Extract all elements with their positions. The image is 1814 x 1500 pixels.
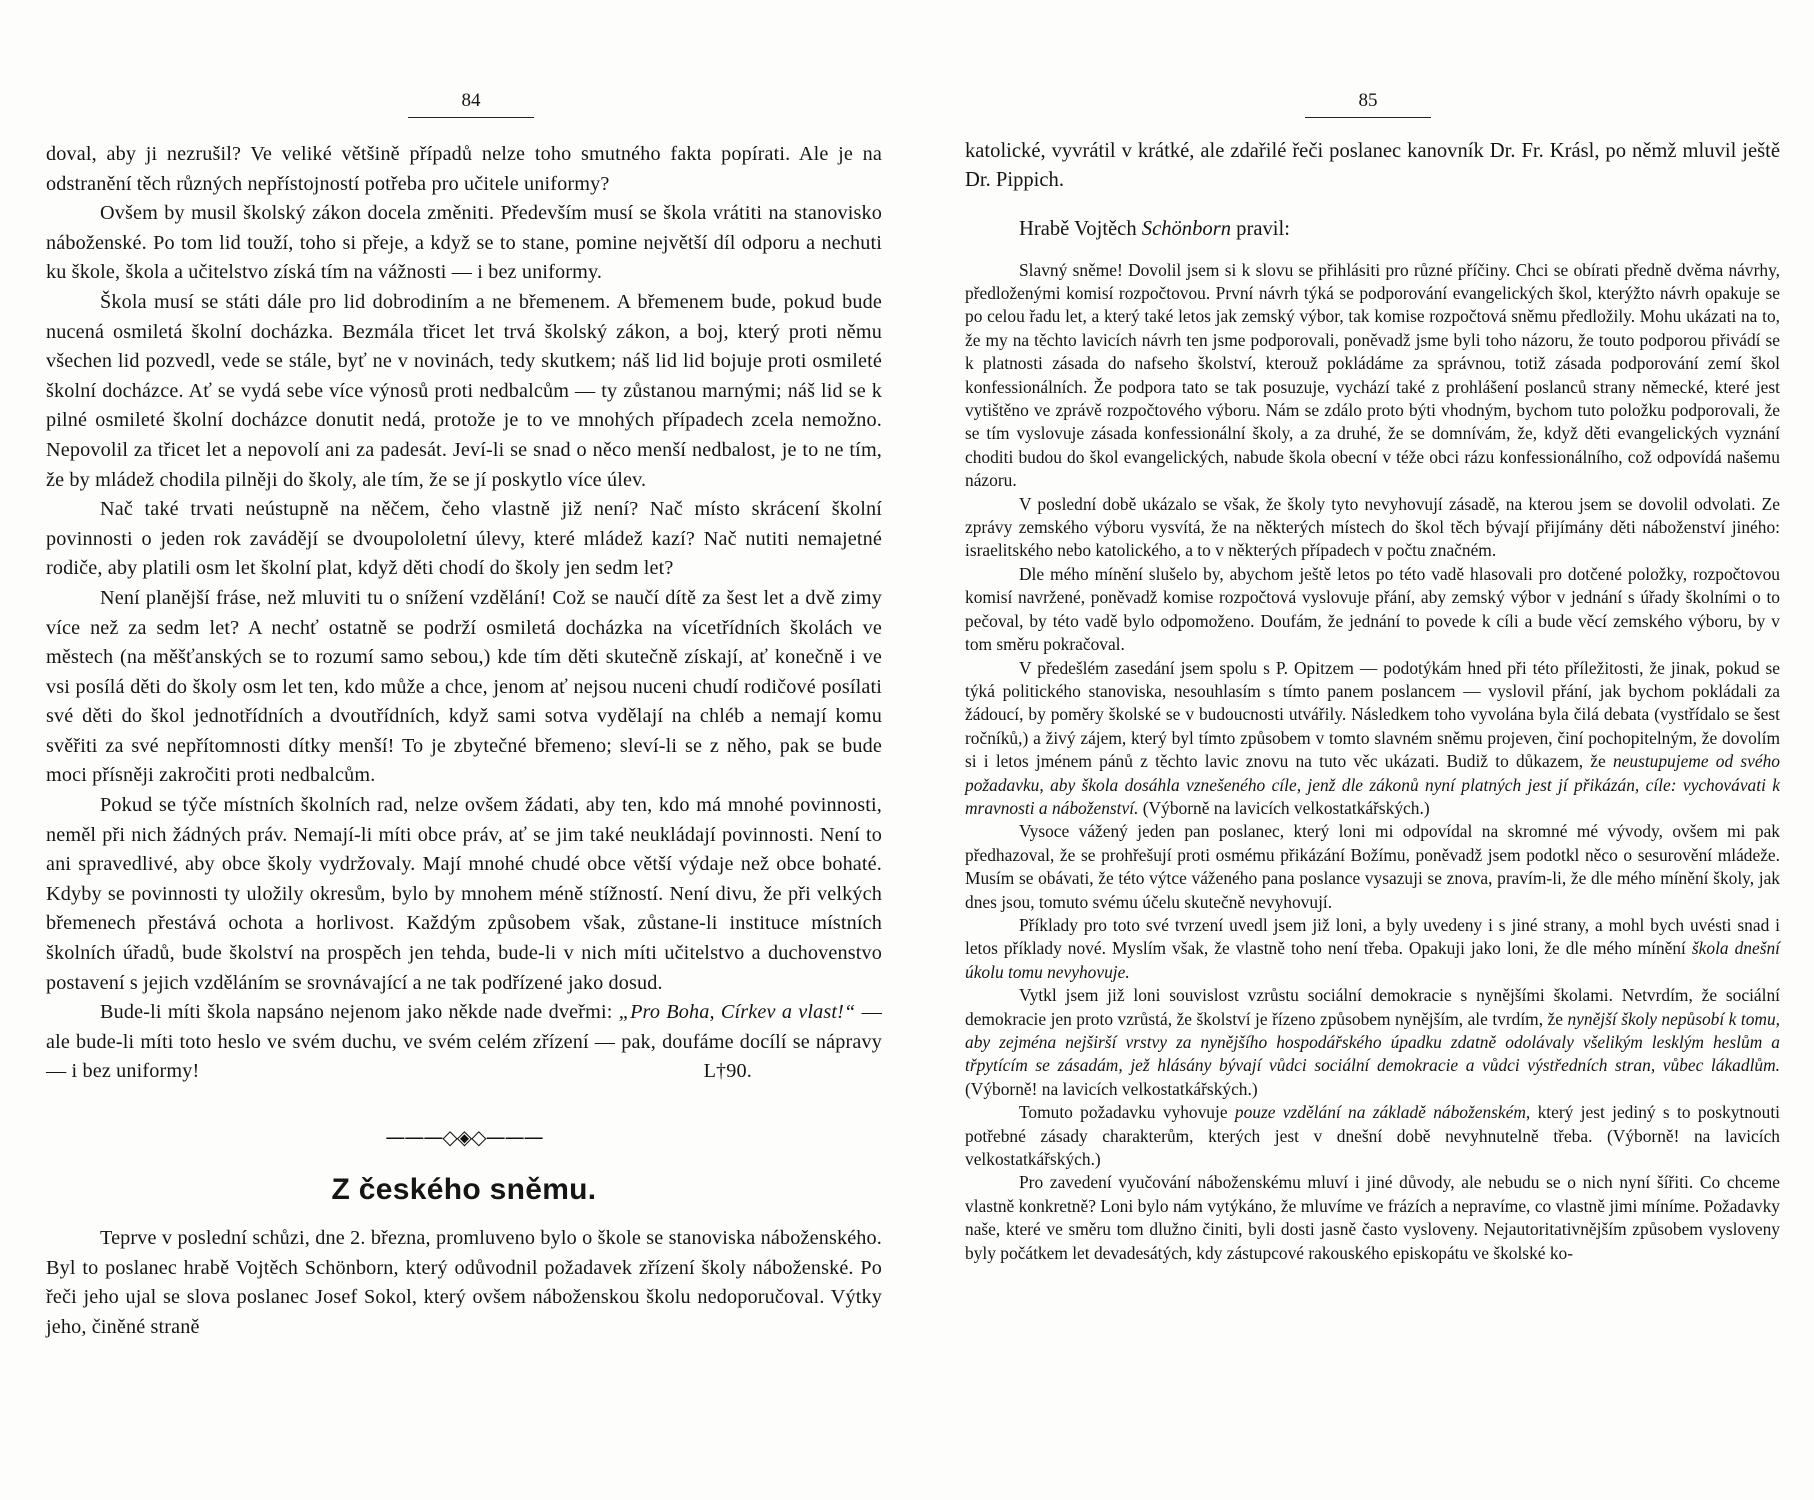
speech-emphasis: nynější školy nepůsobí k tomu, aby zejména nejširší vrstvy za nynějšího hospodářského úpadku zdatně odolávaly všelikým lesklým heslům a třpytícím se zásadám, jež hlásány bývají vůdci sociální demokracie a vůdci výstředních stran, vůbec lákadlům.: [965, 1008, 1780, 1076]
closing-paragraph: [46, 998, 882, 1087]
speaker-name: Schönborn: [1141, 218, 1232, 241]
speech-paragraph: [965, 914, 1780, 984]
speech-emphasis: neustupujeme od svého požadavku, aby škola dosáhla vznešeného cíle, jenž dle zákonů nyní platných jest jí přikázán, cíle: vychovávati k mravnosti a náboženství.: [965, 751, 1780, 818]
speaker-pre: Hrabě Vojtěch: [1019, 218, 1142, 241]
right-page-body: [965, 137, 1780, 1265]
left-page-body: [46, 140, 882, 1343]
page-number-left: 84: [461, 90, 481, 111]
speech-emphasis: škola dnešní úkolu tomu nevyhovuje.: [965, 938, 1780, 982]
page-number-right: 85: [1358, 90, 1378, 111]
speech-text: Příklady pro toto své tvrzení uvedl jsem již loni, a byly uvedeny i s jiné strany, a mohl bych uvésti snad i letos příklady nové. Myslím však, že vlastně toho není třeba. Opakuji jako loni, že dle mého mínění: [965, 914, 1780, 959]
speech-paragraph: Slavný sněme! Dovolil jsem si k slovu se přihlásiti pro různé příčiny. Chci se obírati předně dvěma návrhy, předloženými komisí rozpočtovou. První návrh týká se podporování evangelických škol, kterýžto návrh opakuje se po celou řadu let, a který také letos jak zemský výbor, tak komise rozpočtová sněmu předložily. Mohu ukázati na to, že my na těchto lavicích návrh ten jsme podporovali, poněvadž jsme byli toho názoru, že touto podporou přivádí se k platnosti zásada do nafseho školství, kterouž pokládáme za správnou, totiž zásada podporování zemí škol konfessionálních. Že podpora tato se tak posuzuje, vychází také z prohlášení poslanců strany německé, které jest vytištěno ve zprávě rozpočtového výboru. Nám se zdálo proto býti vhodným, bychom tuto položku podporovali, že se tím vyslovuje zásada konfessionální školy, a za druhé, že se domnívám, že, když děti evangelických vyznání choditi budou do škol evangelických, nabude škola obecní v téže obci rázu konfessionálního, což odpovídá našemu názoru.: [965, 259, 1780, 491]
author-signature: L†90.: [703, 1060, 752, 1083]
paragraph: doval, aby ji nezrušil? Ve veliké většině případů nelze toho smutného fakta popírati. Ale je na odstranění těch různých nepřístojností potřeba pro učitele uniformy?: [46, 143, 882, 195]
speech-emphasis: pouze vzdělání na základě náboženském,: [1234, 1102, 1531, 1123]
speech-paragraph: [965, 984, 1780, 1101]
speech-paragraph: [965, 1101, 1780, 1171]
section-heading: Z českého sněmu.: [331, 1172, 597, 1206]
speech-paragraph: Dle mého mínění slušelo by, abychom ještě letos po této vadě hlasovali pro dotčené položky, rozpočtovou komisí navržené, poněvadž komise rozpočtová vyslovuje přání, aby zemský výbor v jednání s úřady školními o to pečoval, by této vadě bylo odpomoženo. Doufám, že jednání to povede k cíli a bude věcí zemského výboru, by v tom směru pokračoval.: [965, 563, 1780, 655]
closing-text-b: — ale bude-li míti toto heslo ve svém duchu, ve svém celém zřízení — pak, doufáme docílí se nápravy — i bez uniformy!: [46, 1001, 882, 1083]
speech-text: (Výborně! na lavicích velkostatkářských.): [965, 1078, 1258, 1099]
page-number-rule-left: [408, 117, 534, 118]
speech-text: V předešlém zasedání jsem spolu s P. Opitzem — podotýkám hned při této příležitosti, že jinak, pokud se týká politického stanoviska, nesouhlasím s tímto panem poslancem — vyslovil přání, jak bychom pokládali za žádoucí, by poměry školské se v budoucnosti utvářily. Následkem toho vyvolána byla čilá debata (vystřídalo se šest ročníků,) a živý zájem, který byl tímto způsobem v tomto slavném sněmu projeven, činí pochopitelným, že dovolím si i letos jménem pánů z těchto lavic znovu na tuto věc ukázati. Budiž to důkazem, že: [965, 657, 1780, 772]
closing-quote: „Pro Boha, Církev a vlast!“: [618, 1001, 856, 1024]
speech-paragraph: V poslední době ukázalo se však, že školy tyto nevyhovují zásadě, na kterou jsem se dovolil odvolati. Ze zprávy zemského výboru vysvítá, že na některých místech do škol těch bývají přijímány děti náboženství jiného: israelitského nebo katolického, a to v některých případech v počtu značném.: [965, 493, 1780, 561]
page-number-rule-right: [1305, 117, 1431, 118]
paragraph: Škola musí se státi dále pro lid dobrodiním a ne břemenem. A břemenem bude, pokud bude nucená osmiletá školní docházka. Bezmála třicet let trvá školský zákon, a boj, který proti němu všechen lid pozvedl, vede se stále, byť ne v novinách, tedy skutkem; náš lid lid bojuje proti osmileté školní docházce. Ať se vydá sebe více výnosů proti nedbalcům — ty zůstanou marnými; náš lid se k pilné osmileté školní docházce donutit nedá, protože je to ve mnohých případech zcela nemožno. Nepovolil za třicet let a nepovolí ani za padesát. Jeví-li se snad o něco menší nedbalost, je to ne tím, že by mládež chodila pilněji do školy, ale tím, že se jí poskytlo více úlev.: [46, 290, 882, 491]
speech-paragraph: Pro zavedení vyučování náboženskému mluví i jiné důvody, ale nebudu se o nich nyní šířiti. Co chceme vlastně konkretně? Loni bylo nám vytýkáno, že mluvíme ve frázích a nepravíme, co vlastně jimi míníme. Požadavky naše, které ve směru tom dlužno činiti, byli dosti jasně často vysloveny. Nejautoritativnějším způsobem vysloveny byly počátkem let devadesátých, kdy zástupcové rakouského episkopátu ve školské ko-: [965, 1172, 1780, 1263]
speech-text: (Výborně na lavicích velkostatkářských.): [1138, 797, 1430, 818]
speech-text: Tomuto požadavku vyhovuje: [1019, 1102, 1235, 1123]
section-paragraph: Teprve v poslední schůzi, dne 2. března, promluveno bylo o škole se stanoviska náboženského. Byl to poslanec hrabě Vojtěch Schönborn, který odůvodnil požadavek zřízení školy náboženské. Po řeči jeho ujal se slova poslanec Josef Sokol, který ovšem náboženskou školu nedoporučoval. Výtky jeho, činěné straně: [46, 1227, 882, 1338]
paragraph: Nač také trvati neústupně na něčem, čeho vlastně již není? Nač místo skrácení školní povinnosti o jeden rok zavádějí se dvoupololetní úlevy, které mládež kazí? Nač nutiti nemajetné rodiče, aby platili osm let školní plat, když děti chodí do školy jen sedm let?: [46, 498, 882, 580]
speech-text: Vytkl jsem již loni souvislost vzrůstu sociální demokracie s nynějšími školami. Netvrdím, že sociální demokracie jen proto vzrůstá, že školství je řízeno způsobem nynějším, ale tvrdím, že: [965, 985, 1780, 1029]
closing-text-a: Bude-li míti škola napsáno nejenom jako někde nade dveřmi:: [100, 1001, 613, 1024]
paragraph: Pokud se týče místních školních rad, nelze ovšem žádati, aby ten, kdo má mnohé povinnosti, neměl při nich žádných práv. Nemají-li míti obce práv, ať se jim také neukládají povinnosti. Není to ani spravedlivé, aby obce školy vydržovaly. Mají mnohé chudé obce větší výdaje než obce bohaté. Kdyby se povinnosti ty uložily okresům, bylo by mnohem méně stížností. Není divu, že při velkých břemenech přestává ochota a horlivost. Každým způsobem však, zůstane-li instituce místních školních úřadů, bude školství na prospěch jen tehda, bude-li v nich míti učitelstvo a duchovenstvo postavení s jejich vzděláním se srovnávající a ne tak podřízené jako dosud.: [46, 794, 882, 994]
speech-paragraph: Vysoce vážený jeden pan poslanec, který loni mi odpovídal na skromné mé vývody, ovšem mi pak předhazoval, že se prohřešují proti osmému přikázání Božímu, poněvadž jsem podotkl něco o sesurovění mládeže. Musím se obávati, že této výtce váženého pana poslance vysazuji se znova, pravím-li, že dle mého mínění školy, jak dnes jsou, tomuto svému účelu skutečně nevyhovují.: [965, 821, 1780, 912]
paragraph: Není planější fráse, než mluviti tu o snížení vzdělání! Což se naučí dítě za šest let a dvě zimy více než za sedm let? A nechť ostatně se podrží osmiletá docházka na vícetřídních školách ve městech (na měšťanských se to rozumí samo sebou,) kde tím děti skutečně získají, ať konečně i ve vsi posílá děti do školy osm let ten, kdo může a chce, jenom ať nejsou nuceni chudí rodičové posílati své děti do škol jednotřídních a dvoutřídních, když sami sotva vydělají na chléb a nemají komu svěřiti za své nepřítomnosti dítky menší! To je zbytečné břemeno; sleví-li se z něho, pak se bude moci přísněji zakročiti proti nedbalcům.: [46, 586, 882, 787]
intro-paragraph: katolické, vyvrátil v krátké, ale zdařilé řeči poslanec kanovník Dr. Fr. Krásl, po němž mluvil ještě Dr. Pippich.: [965, 140, 1780, 192]
speech-text: který jest jediný s to poskytnouti potřebné zásady charakterům, kterých jest v dnešní době nevyhnutelně třeba. (Výborně! na lavicích velkostatkářských.): [965, 1102, 1780, 1170]
speaker-post: pravil:: [1231, 218, 1290, 241]
speech-paragraph: [965, 657, 1780, 821]
speaker-line: [965, 215, 1780, 244]
section-ornament: ———◇◈◇———: [385, 1125, 543, 1149]
paragraph: Ovšem by musil školský zákon docela změniti. Především musí se škola vrátiti na stanovisko náboženské. Po tom lid touží, toho si přeje, a když se to stane, pomine největší díl odporu a nechuti ku škole, škola a učitelstvo získá tím na vážnosti — i bez uniformy.: [46, 202, 882, 284]
